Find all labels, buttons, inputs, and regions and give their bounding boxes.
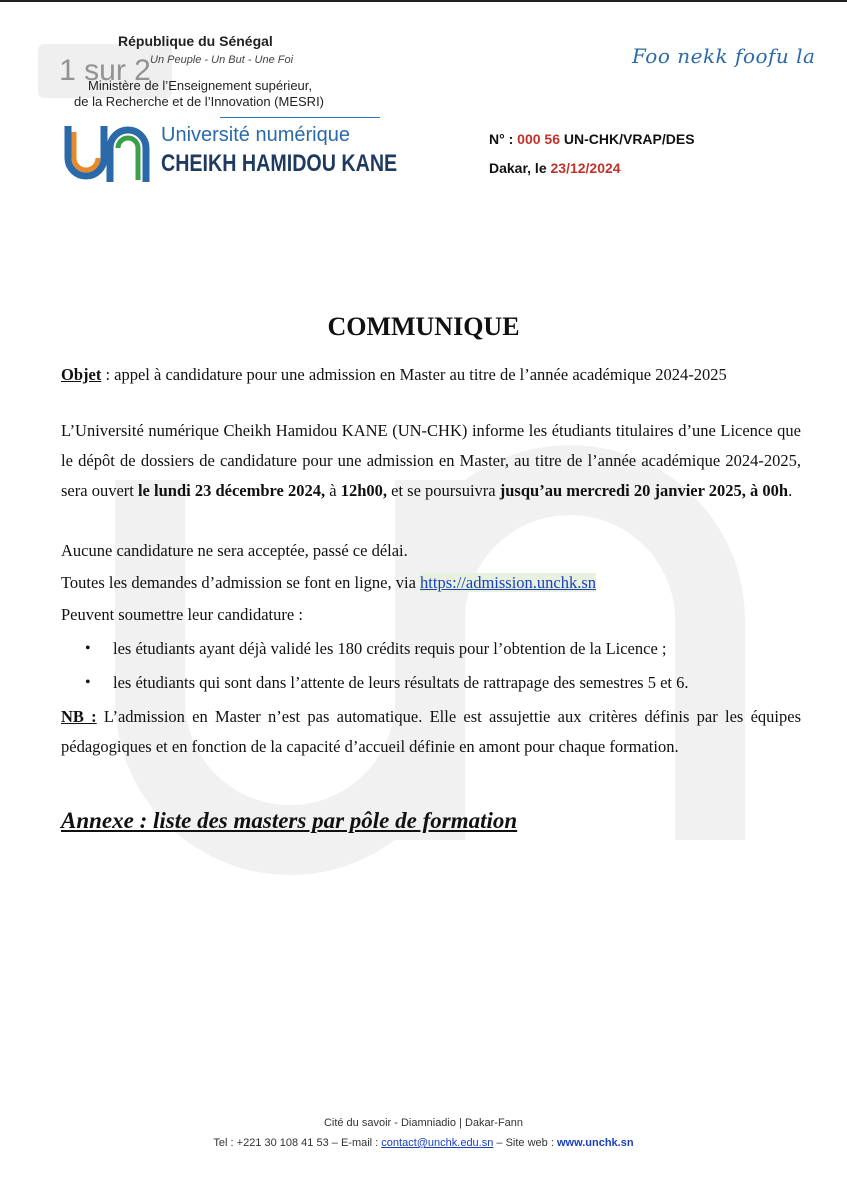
objet-text: : appel à candidature pour une admission en Master au titre de l’année académique 2024-2025 [101,365,727,384]
list-item: • les étudiants qui sont dans l’attente de leurs résultats de rattrapage des semestres 5 et 6. [61,666,801,700]
ministry-line-1: Ministère de l’Enseignement supérieur, [88,78,313,93]
criteria-list [61,632,801,700]
date-prefix: Dakar, le [489,160,551,176]
nb-paragraph [61,702,801,762]
para-text: et se poursuivra [387,481,500,500]
annexe-heading: Annexe : liste des masters par pôle de formation [61,808,518,833]
ref-label: N° : [489,131,518,147]
opening-time: 12h00, [340,481,388,500]
ref-number: 000 56 [517,131,560,147]
intro-paragraph [61,416,801,506]
objet-label: Objet [61,365,102,384]
slogan: Foo nekk foofu la [632,44,816,68]
reference-number [489,131,695,147]
closing-date: jusqu’au mercredi 20 janvier 2025, à 00h [499,481,789,500]
page-indicator: 1 sur 2 [38,44,172,98]
online-text: Toutes les demandes d’admission se font en ligne, via [61,573,421,592]
admission-link[interactable]: https://admission.unchk.sn [420,573,597,592]
deadline-note: Aucune candidature ne sera acceptée, passé ce délai. [61,541,408,560]
footer-contact [0,1137,847,1149]
ref-suffix: UN-CHK/VRAP/DES [559,131,695,147]
opening-date: le lundi 23 décembre 2024, [137,481,326,500]
nb-label: NB : [61,707,97,726]
document-title: COMMUNIQUE [327,312,520,341]
footer-site-label: – Site web : [493,1137,557,1149]
date-value: 23/12/2024 [550,160,621,176]
motto-label: Un Peuple - Un But - Une Foi [150,54,294,66]
university-logo [58,118,398,188]
para-text: à [325,481,341,500]
top-border [0,0,847,2]
republic-label: République du Sénégal [118,33,273,49]
nb-text: L’admission en Master n’est pas automatique. Elle est assujettie aux critères définis par les équipes pédagogiques et en fonction de la capacité d’accueil définie en amont pour chaque formation. [61,707,801,756]
footer-email-link[interactable]: contact@unchk.edu.sn [381,1137,494,1149]
unchk-logo-icon [58,118,158,188]
para-text: L’Université numérique Cheikh Hamidou KANE (UN-CHK) informe les étudiants titulaires d’une Licence que le dépôt de dossiers de candidature pour une admission en Master, au titre de l’année académique 2024-2025, sera ouvert [61,421,801,500]
footer-site[interactable]: www.unchk.sn [556,1137,634,1149]
university-name: Université numérique [161,124,350,146]
ministry-line-2: de la Recherche et de l’Innovation (MESRI) [74,94,325,109]
footer-phone: Tel : +221 30 108 41 53 – E-mail : [213,1137,382,1149]
footer-address: Cité du savoir - Diamniadio | Dakar-Fann [323,1117,524,1129]
eligible-intro: Peuvent soumettre leur candidature : [61,605,303,624]
list-item: • les étudiants ayant déjà validé les 180 crédits requis pour l’obtention de la Licence ; [61,632,801,666]
objet-line [61,360,801,390]
university-subname: CHEIKH HAMIDOU KANE [161,150,398,177]
para-text: . [788,481,793,500]
document-date [489,160,621,176]
online-line [61,568,596,598]
